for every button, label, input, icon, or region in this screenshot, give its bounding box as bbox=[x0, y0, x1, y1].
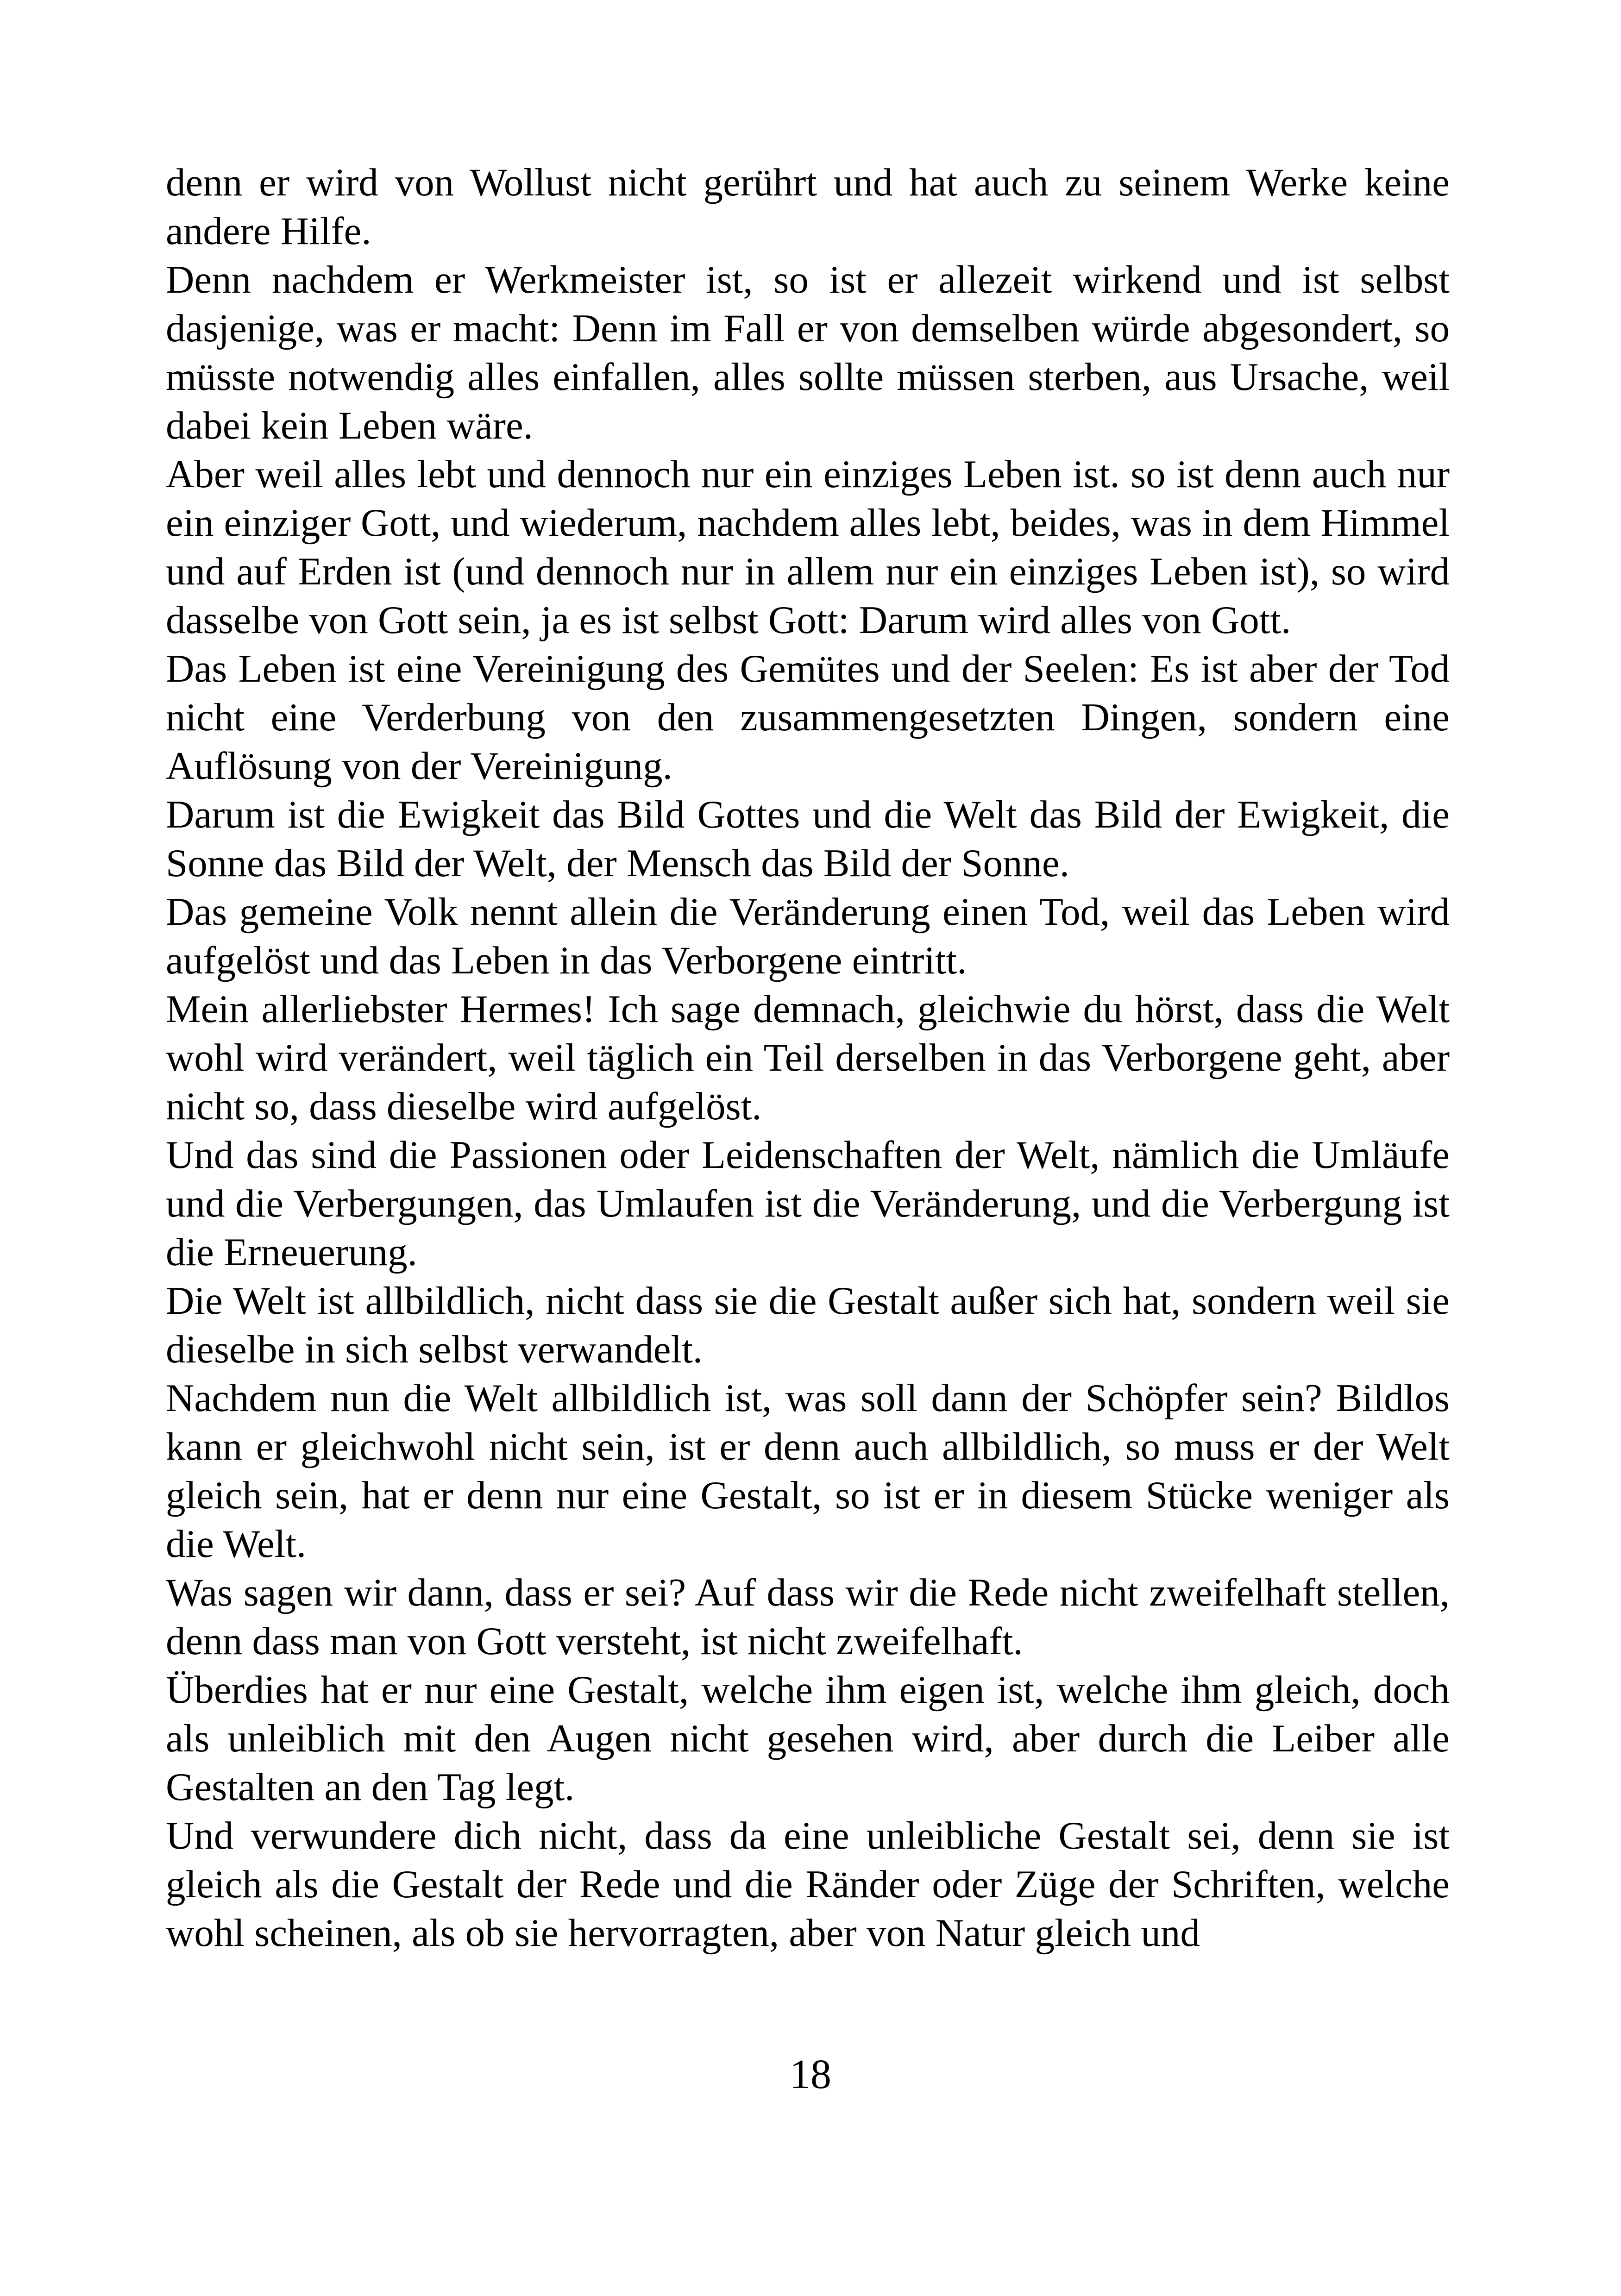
paragraph-11: Was sagen wir dann, dass er sei? Auf dass wir die Rede nicht zweifelhaft stellen, denn dass man von Gott versteht, ist nicht zweifelhaft. bbox=[166, 1571, 1450, 1663]
page-number: 18 bbox=[790, 2051, 831, 2097]
paragraph-1: denn er wird von Wollust nicht gerührt und hat auch zu seinem Werke keine andere Hilfe. bbox=[166, 161, 1450, 253]
paragraph-5: Darum ist die Ewigkeit das Bild Gottes und die Welt das Bild der Ewigkeit, die Sonne das Bild der Welt, der Mensch das Bild der Sonne. bbox=[166, 793, 1450, 885]
body-text bbox=[166, 158, 1450, 1957]
paragraph-13: Und verwundere dich nicht, dass da eine unleibliche Gestalt sei, denn sie ist gleich als die Gestalt der Rede und die Ränder oder Züge der Schriften, welche wohl scheinen, als ob sie hervorragten, aber von Natur gleich und bbox=[166, 1814, 1450, 1955]
paragraph-7: Mein allerliebster Hermes! Ich sage demnach, gleichwie du hörst, dass die Welt wohl wird verändert, weil täglich ein Teil derselben in das Verborgene geht, aber nicht so, dass dieselbe wird aufgelöst. bbox=[166, 987, 1450, 1128]
paragraph-4: Das Leben ist eine Vereinigung des Gemütes und der Seelen: Es ist aber der Tod nicht eine Verderbung von den zusammengesetzten Dingen, sondern eine Auflösung von der Vereinigung. bbox=[166, 647, 1450, 788]
paragraph-8: Und das sind die Passionen oder Leidenschaften der Welt, nämlich die Umläufe und die Verbergungen, das Umlaufen ist die Veränderung, und die Verbergung ist die Erneuerung. bbox=[166, 1133, 1450, 1274]
paragraph-9: Die Welt ist allbildlich, nicht dass sie die Gestalt außer sich hat, sondern weil sie dieselbe in sich selbst verwandelt. bbox=[166, 1279, 1450, 1371]
paragraph-12: Überdies hat er nur eine Gestalt, welche ihm eigen ist, welche ihm gleich, doch als unleiblich mit den Augen nicht gesehen wird, aber durch die Leiber alle Gestalten an den Tag legt. bbox=[166, 1668, 1450, 1809]
paragraph-10: Nachdem nun die Welt allbildlich ist, was soll dann der Schöpfer sein? Bildlos kann er gleichwohl nicht sein, ist er denn auch allbildlich, so muss er der Welt gleich sein, hat er denn nur eine Gestalt, so ist er in diesem Stücke weniger als die Welt. bbox=[166, 1376, 1450, 1566]
paragraph-3: Aber weil alles lebt und dennoch nur ein einziges Leben ist. so ist denn auch nur ein einziger Gott, und wiederum, nachdem alles lebt, beides, was in dem Himmel und auf Erden ist (und dennoch nur in allem nur ein einziges Leben ist), so wird dasselbe von Gott sein, ja es ist selbst Gott: Darum wird alles von Gott. bbox=[166, 452, 1450, 642]
paragraph-2: Denn nachdem er Werkmeister ist, so ist er allezeit wirkend und ist selbst dasjenige, was er macht: Denn im Fall er von demselben würde abgesondert, so müsste notwendig alles einfallen, alles sollte müssen sterben, aus Ursache, weil dabei kein Leben wäre. bbox=[166, 258, 1450, 447]
paragraph-6: Das gemeine Volk nennt allein die Veränderung einen Tod, weil das Leben wird aufgelöst und das Leben in das Verborgene eintritt. bbox=[166, 890, 1450, 982]
